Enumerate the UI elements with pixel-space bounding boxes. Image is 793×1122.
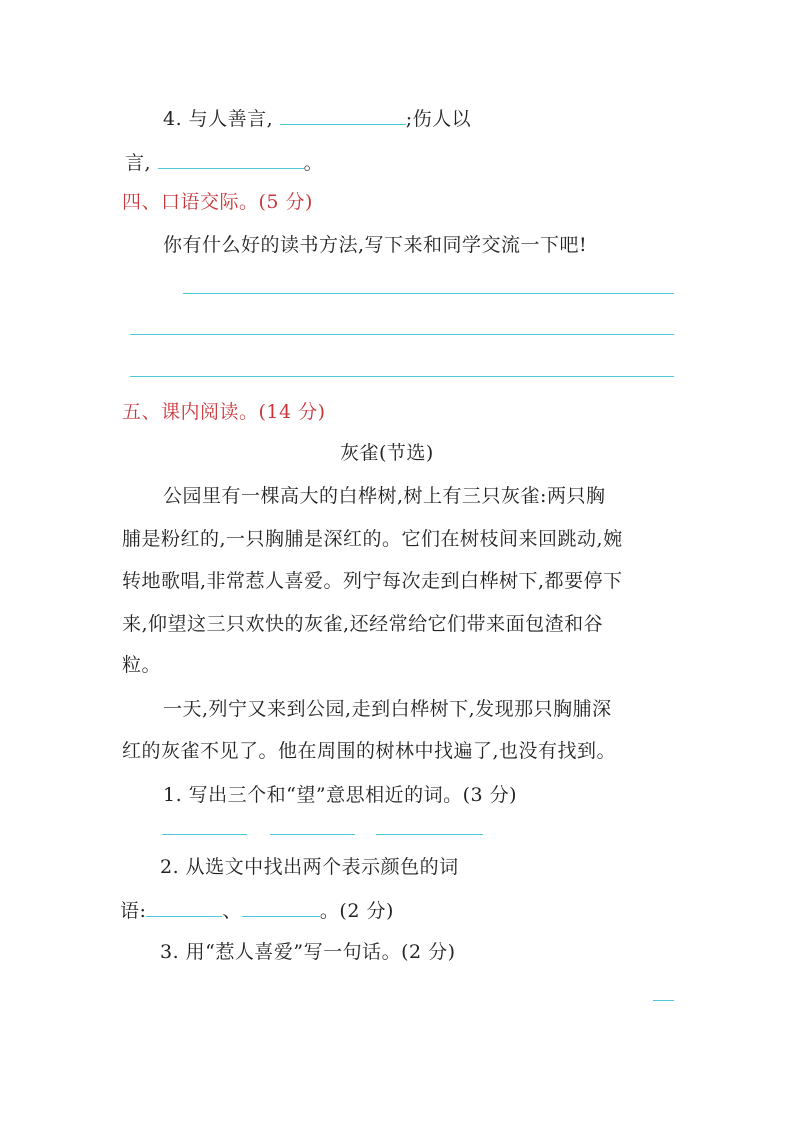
q2-end: 。(2 分)	[319, 900, 394, 922]
q4-blank-2[interactable]	[158, 150, 304, 169]
paragraph1-line: 来,仰望这三只欢快的灰雀,还经常给它们带来面包渣和谷	[122, 613, 604, 635]
q1-blank-3[interactable]	[376, 834, 483, 835]
q2-sep: 、	[222, 900, 242, 922]
q4-end: 。	[303, 152, 324, 174]
section4-heading: 四、口语交际。(5 分)	[122, 191, 313, 213]
paragraph1-line: 脯是粉红的,一只胸脯是深红的。它们在树枝间来回跳动,婉	[122, 528, 623, 550]
question-2-line1: 2. 从选文中找出两个表示颜色的词	[160, 856, 459, 878]
q3-answer-line-start[interactable]	[653, 1000, 674, 1001]
answer-line-1[interactable]	[183, 293, 674, 294]
q1-blank-2[interactable]	[270, 834, 355, 835]
question-1: 1. 写出三个和“望”意思相近的词。(3 分)	[163, 784, 518, 806]
paragraph1-line: 粒。	[122, 654, 162, 676]
q2-blank-2[interactable]	[242, 898, 320, 917]
answer-line-2[interactable]	[130, 334, 674, 335]
q4-blank-1[interactable]	[280, 106, 406, 125]
passage-title: 灰雀(节选)	[340, 442, 434, 464]
paragraph2-line: 红的灰雀不见了。他在周围的树林中找遍了,也没有找到。	[122, 740, 617, 762]
section5-heading: 五、课内阅读。(14 分)	[122, 401, 326, 423]
q2-prefix: 语:	[120, 900, 147, 922]
q4-line1	[163, 106, 471, 131]
q4-line2-prefix: 言,	[125, 152, 152, 174]
paragraph1-line: 公园里有一棵高大的白桦树,树上有三只灰雀:两只胸	[163, 485, 606, 507]
q4-middle: ;伤人以	[405, 108, 472, 130]
answer-line-3[interactable]	[130, 376, 674, 377]
q1-blank-1[interactable]	[162, 834, 247, 835]
q2-blank-1[interactable]	[146, 898, 222, 917]
paragraph1-line: 转地歌唱,非常惹人喜爱。列宁每次走到白桦树下,都要停下	[122, 570, 623, 592]
q4-line2	[125, 150, 323, 175]
paragraph2-line: 一天,列宁又来到公园,走到白桦树下,发现那只胸脯深	[163, 698, 612, 720]
section4-prompt: 你有什么好的读书方法,写下来和同学交流一下吧!	[163, 234, 588, 256]
q4-prefix: 4. 与人善言,	[163, 108, 274, 130]
question-2-line2	[120, 898, 394, 923]
question-3: 3. 用“惹人喜爱”写一句话。(2 分)	[160, 941, 456, 963]
